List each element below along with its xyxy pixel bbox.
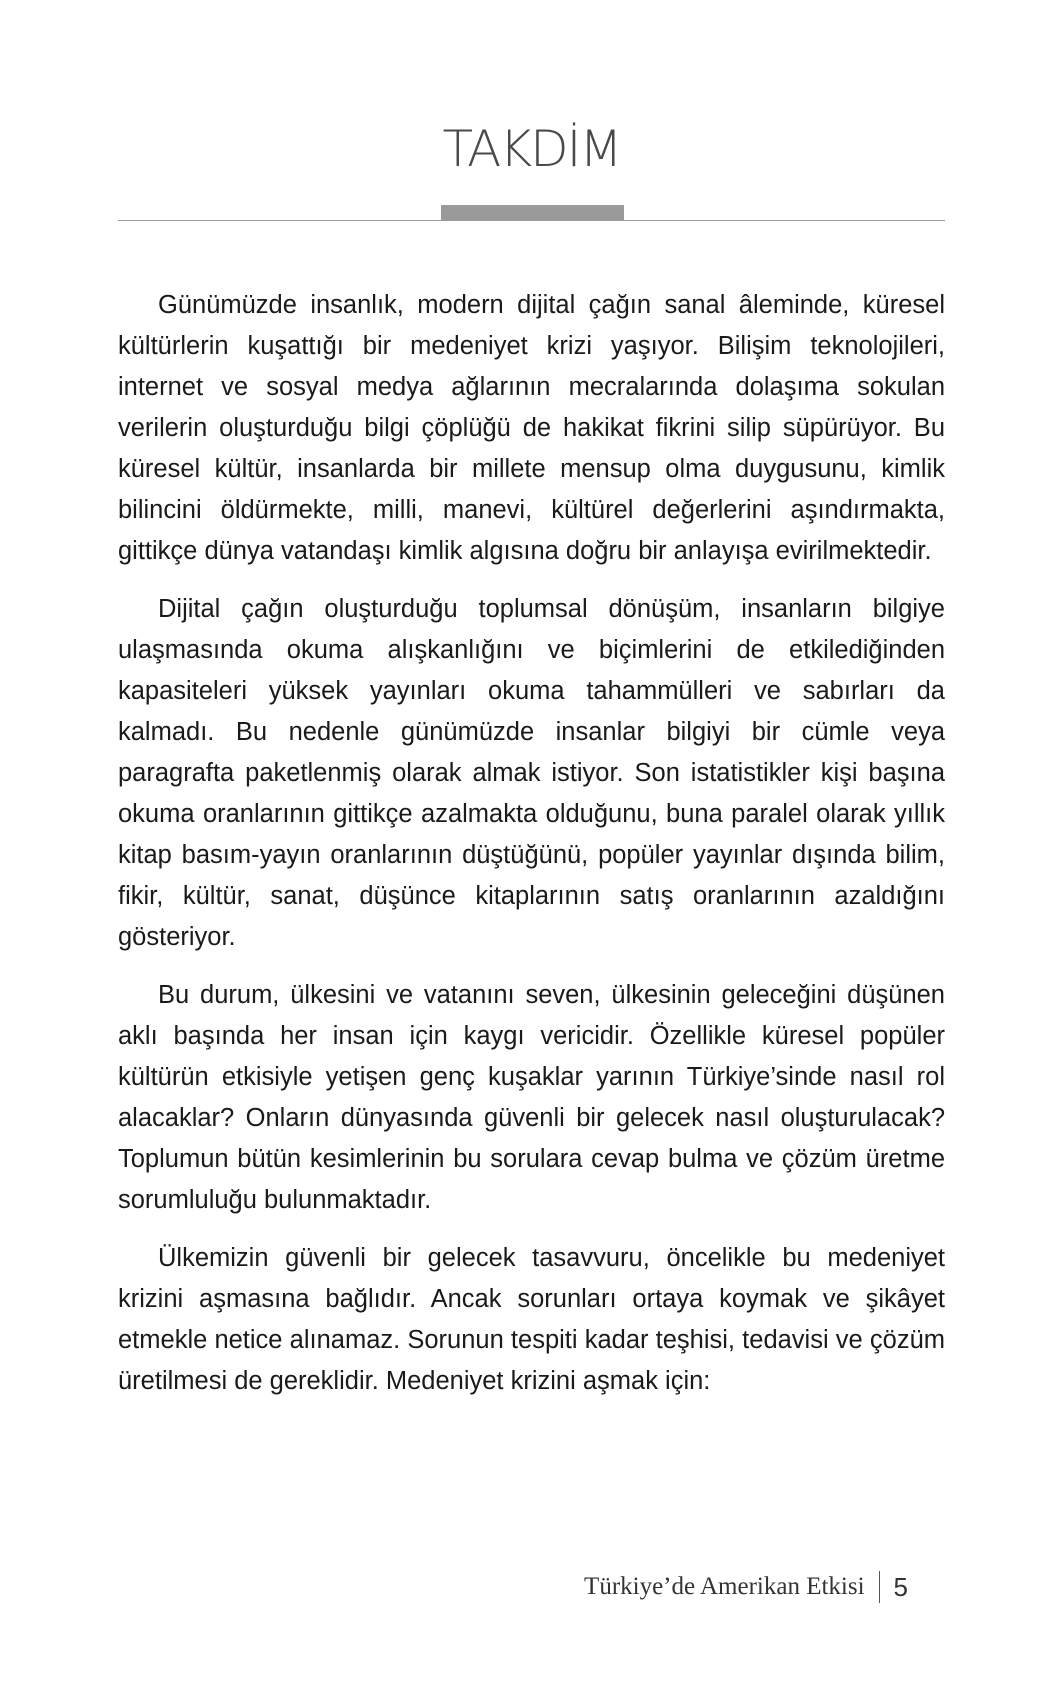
title-divider	[118, 220, 945, 221]
paragraph-4: Ülkemizin güvenli bir gelecek tasavvuru, öncelikle bu medeniyet krizini aşmasına bağlıdır. Ancak sorunları ortaya koymak ve şikâyet etmekle netice alınamaz. Sorunun tespiti kadar teşhisi, tedavisi ve çözüm üretilmesi de gereklidir. Medeniyet krizini aşmak için:	[118, 1244, 945, 1395]
footer-separator	[879, 1571, 880, 1603]
page-number: 5	[893, 1571, 908, 1602]
paragraph-1: Günümüzde insanlık, modern dijital çağın sanal âleminde, küresel kültürlerin kuşattığı bir medeniyet krizi yaşıyor. Bilişim teknolojileri, internet ve sosyal medya ağlarının mecralarında dolaşıma sokulan verilerin oluşturduğu bilgi çöplüğü de hakikat fikrini silip süpürüyor. Bu küresel kültür, insanlarda bir millete mensup olma duygusunu, kimlik bilincini öldürmekte, milli, manevi, kültürel değerlerini aşındırmakta, gittikçe dünya vatandaşı kimlik algısına doğru bir anlayışa evirilmektedir.	[118, 291, 945, 565]
footer-book-title: Türkiye’de Amerikan Etkisi	[584, 1573, 865, 1600]
page-title: TAKDİM	[442, 120, 621, 178]
body-text	[118, 285, 945, 1419]
paragraph-2: Dijital çağın oluşturduğu toplumsal dönüşüm, insanların bilgiye ulaşmasında okuma alışkanlığını ve biçimlerini de etkilediğinden kapasiteleri yüksek yayınları okuma tahammülleri ve sabırları da kalmadı. Bu nedenle günümüzde insanlar bilgiyi bir cümle veya paragrafta paketlenmiş olarak almak istiyor. Son istatistikler kişi başına okuma oranlarının gittikçe azalmakta olduğunu, buna paralel olarak yıllık kitap basım-yayın oranlarının düştüğünü, popüler yayınlar dışında bilim, fikir, kültür, sanat, düşünce kitaplarının satış oranlarının azaldığını gösteriyor.	[118, 595, 945, 951]
title-accent-bar	[441, 205, 624, 221]
paragraph-3: Bu durum, ülkesini ve vatanını seven, ülkesinin geleceğini düşünen aklı başında her insan için kaygı vericidir. Özellikle küresel popüler kültürün etkisiyle yetişen genç kuşaklar yarının Türkiye’sinde nasıl rol alacaklar? Onların dünyasında güvenli bir gelecek nasıl oluşturulacak? Toplumun bütün kesimlerinin bu sorulara cevap bulma ve çözüm üretme sorumluluğu bulunmaktadır.	[118, 981, 945, 1214]
page-footer	[584, 1567, 908, 1607]
